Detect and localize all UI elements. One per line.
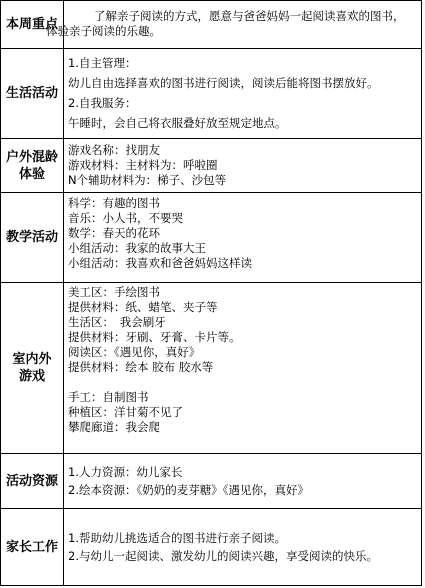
daily-activities-content <box>64 49 422 139</box>
label-line: 体验 <box>18 166 45 182</box>
content-line: 提供材料：绘本 胶布 胶水等 <box>68 360 214 374</box>
activity-resources-content <box>64 454 422 509</box>
content-line: 小组活动：我喜欢和爸爸妈妈这样读 <box>68 256 252 270</box>
table-row <box>1 1 422 49</box>
content-line: 游戏材料：主材料为：呼啦圈 <box>68 158 218 172</box>
content-line: 种植区：洋甘菊不见了 <box>68 405 183 419</box>
content-line: 阅读区：《遇见你，真好》 <box>68 345 201 359</box>
row-label-indoor-outdoor-games <box>1 283 64 454</box>
content-line: 2.与幼儿一起阅读、激发幼儿的阅读兴趣，享受阅读的快乐。 <box>68 548 378 563</box>
blank-line <box>68 375 421 390</box>
content-line: 数学：春天的花环 <box>68 226 160 240</box>
content-line: 手工：自制图书 <box>68 390 149 404</box>
row-label-teaching-activities: 教学活动 <box>1 193 64 283</box>
table-row <box>1 193 422 283</box>
content-line: N个辅助材料为：梯子、沙包等 <box>68 173 227 187</box>
content-line: 生活区： 我会刷牙 <box>68 315 166 329</box>
content-line: 音乐：小人书，不要哭 <box>68 211 183 225</box>
table-row <box>1 139 422 193</box>
parent-work-content <box>64 509 422 586</box>
content-line: 1.人力资源：幼儿家长 <box>68 464 183 479</box>
row-label-daily-activities: 生活活动 <box>1 49 64 139</box>
content-line: 攀爬廊道：我会爬 <box>68 420 160 434</box>
row-label-activity-resources: 活动资源 <box>1 454 64 509</box>
content-line: 提供材料：纸、蜡笔、夹子等 <box>68 300 218 314</box>
teaching-activities-content <box>64 193 422 283</box>
content-line: 1.自主管理： <box>68 56 137 70</box>
content-line: 提供材料：牙刷、牙膏、卡片等。 <box>68 330 241 344</box>
content-line: 科学：有趣的图书 <box>68 196 160 210</box>
content-line: 2.自我服务： <box>68 96 137 110</box>
row-label-outdoor-mixed-age <box>1 139 64 193</box>
row-label-weekly-focus: 本周重点 <box>1 1 64 49</box>
label-line: 室内外 <box>12 352 52 367</box>
table-row <box>1 509 422 586</box>
content-line: 了解亲子阅读的方式，愿意与爸爸妈妈一起阅读喜欢的图书， <box>94 9 405 23</box>
outdoor-game-content <box>64 139 422 193</box>
table-row <box>1 454 422 509</box>
content-line: 游戏名称：找朋友 <box>68 143 160 157</box>
content-line: 小组活动：我家的故事大王 <box>68 241 206 255</box>
content-line: 体验亲子阅读的乐趣。 <box>46 24 161 38</box>
row-label-parent-work: 家长工作 <box>1 509 64 586</box>
content-line: 2.绘本资源：《奶奶的麦芽糖》《遇见你，真好》 <box>68 482 309 497</box>
indoor-outdoor-games-content <box>64 283 422 454</box>
table-row <box>1 49 422 139</box>
content-line: 1.帮助幼儿挑选适合的图书进行亲子阅读。 <box>68 530 286 545</box>
weekly-focus-content <box>46 1 422 49</box>
table-row <box>1 283 422 454</box>
label-line: 户外混龄 <box>5 149 58 165</box>
content-line: 午睡时，会自己将衣服叠好放至规定地点。 <box>68 116 287 130</box>
label-line: 游戏 <box>18 369 45 384</box>
content-line: 幼儿自由选择喜欢的图书进行阅读，阅读后能将图书摆放好。 <box>68 76 379 90</box>
content-line: 美工区：手绘图书 <box>68 285 160 299</box>
